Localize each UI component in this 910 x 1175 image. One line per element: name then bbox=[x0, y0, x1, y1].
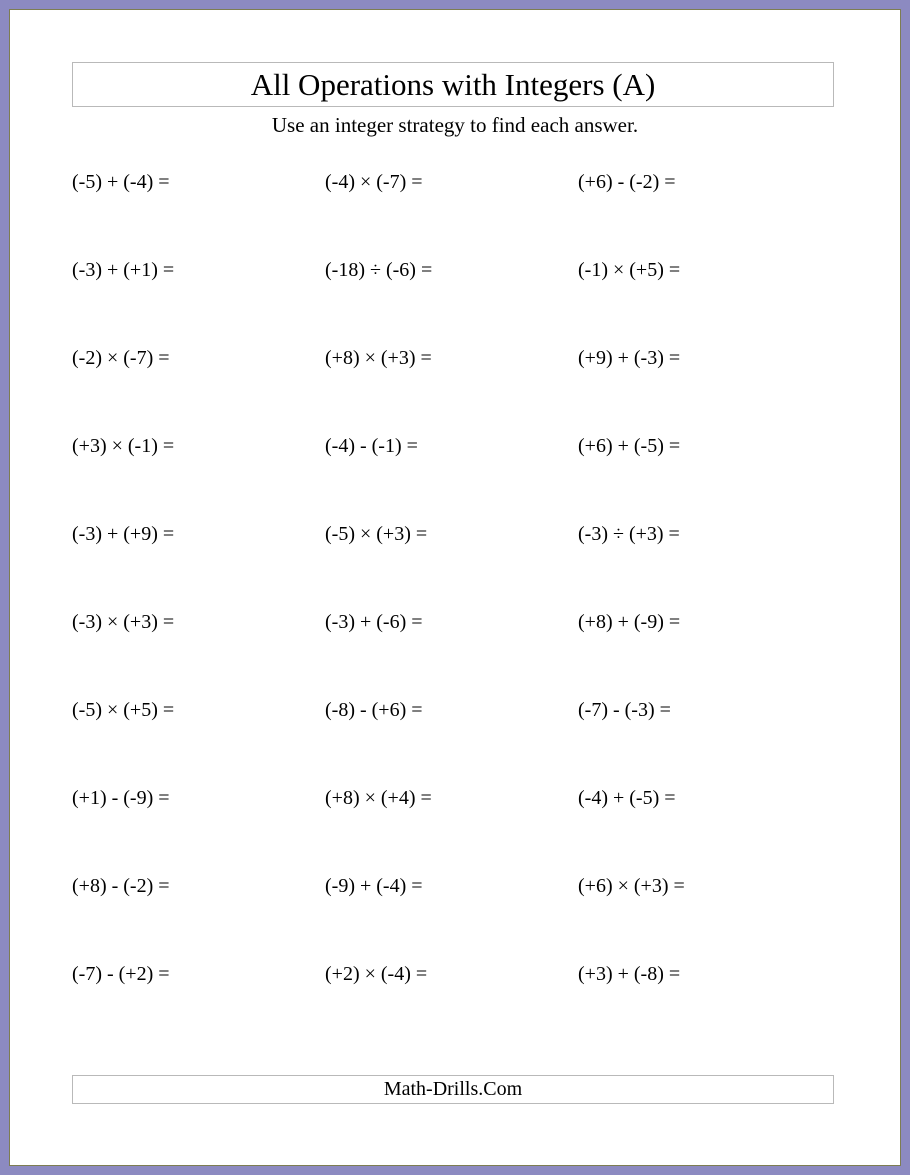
problem-row bbox=[72, 874, 834, 962]
problem-cell: (+1) - (-9) = bbox=[72, 787, 170, 809]
footer-box bbox=[72, 1075, 834, 1104]
problem-cell: (-3) + (+9) = bbox=[72, 523, 175, 545]
problem-row bbox=[72, 610, 834, 698]
problem-cell: (-3) ÷ (+3) = bbox=[578, 523, 680, 545]
worksheet-content-area bbox=[9, 9, 901, 1166]
problem-cell: (+8) - (-2) = bbox=[72, 875, 170, 897]
problem-row bbox=[72, 962, 834, 1050]
problem-row bbox=[72, 170, 834, 258]
problem-cell: (-8) - (+6) = bbox=[325, 699, 423, 721]
problem-cell: (+6) × (+3) = bbox=[578, 875, 685, 897]
problem-cell: (+9) + (-3) = bbox=[578, 347, 681, 369]
problem-row bbox=[72, 522, 834, 610]
problem-cell: (-1) × (+5) = bbox=[578, 259, 681, 281]
problem-row bbox=[72, 698, 834, 786]
problem-cell: (-5) × (+3) = bbox=[325, 523, 428, 545]
problem-cell: (-3) × (+3) = bbox=[72, 611, 175, 633]
problem-cell: (-5) × (+5) = bbox=[72, 699, 175, 721]
page-title: All Operations with Integers (A) bbox=[250, 67, 656, 102]
problem-cell: (+3) × (-1) = bbox=[72, 435, 175, 457]
problem-cell: (+8) + (-9) = bbox=[578, 611, 681, 633]
problem-cell: (-9) + (-4) = bbox=[325, 875, 423, 897]
problem-cell: (-3) + (-6) = bbox=[325, 611, 423, 633]
problem-cell: (-5) + (-4) = bbox=[72, 171, 170, 193]
problem-cell: (+2) × (-4) = bbox=[325, 963, 428, 985]
problem-row bbox=[72, 434, 834, 522]
problem-cell: (+8) × (+4) = bbox=[325, 787, 432, 809]
footer-site-name: Math-Drills.Com bbox=[383, 1078, 523, 1100]
problem-cell: (-4) × (-7) = bbox=[325, 171, 423, 193]
problem-row bbox=[72, 346, 834, 434]
problem-cell: (-7) - (-3) = bbox=[578, 699, 671, 721]
problem-cell: (+6) + (-5) = bbox=[578, 435, 681, 457]
problem-row bbox=[72, 786, 834, 874]
problem-cell: (+3) + (-8) = bbox=[578, 963, 681, 985]
problem-cell: (-3) + (+1) = bbox=[72, 259, 175, 281]
problem-cell: (+8) × (+3) = bbox=[325, 347, 432, 369]
problem-row bbox=[72, 258, 834, 346]
problem-cell: (-18) ÷ (-6) = bbox=[325, 259, 433, 281]
instructions-text: Use an integer strategy to find each answer. bbox=[271, 113, 639, 137]
problem-cell: (-4) - (-1) = bbox=[325, 435, 418, 457]
problem-cell: (+6) - (-2) = bbox=[578, 171, 676, 193]
problems-grid bbox=[72, 170, 834, 1050]
problem-cell: (-2) × (-7) = bbox=[72, 347, 170, 369]
title-box bbox=[72, 62, 834, 107]
problem-cell: (-7) - (+2) = bbox=[72, 963, 170, 985]
problem-cell: (-4) + (-5) = bbox=[578, 787, 676, 809]
